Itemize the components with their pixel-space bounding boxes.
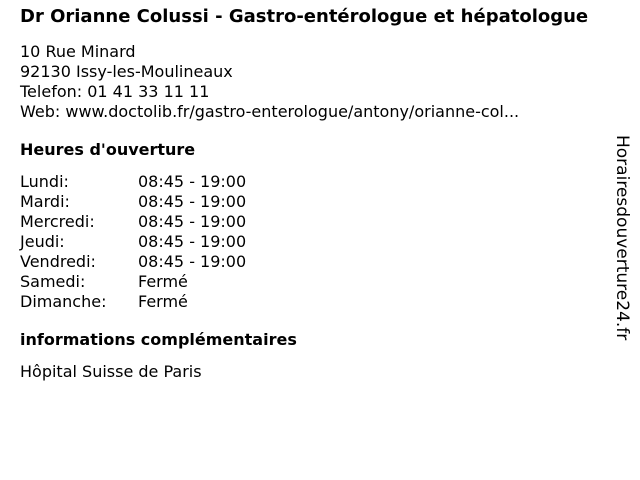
hours-row-samedi	[20, 272, 600, 292]
hours-row-mardi	[20, 192, 600, 212]
time-value: Fermé	[138, 292, 188, 311]
listing-card	[20, 6, 600, 382]
day-label: Samedi:	[20, 272, 86, 291]
page-title: Dr Orianne Colussi - Gastro-entérologue et hépatologue	[20, 6, 589, 27]
time-value: 08:45 - 19:00	[138, 192, 247, 211]
hours-row-lundi	[20, 172, 600, 192]
hours-row-jeudi	[20, 232, 600, 252]
info-text: Hôpital Suisse de Paris	[20, 362, 202, 381]
address-block	[20, 42, 600, 122]
day-label: Mercredi:	[20, 212, 95, 231]
day-label: Mardi:	[20, 192, 70, 211]
time-value: 08:45 - 19:00	[138, 172, 247, 191]
time-value: 08:45 - 19:00	[138, 232, 247, 251]
street-address: 10 Rue Minard	[20, 42, 136, 61]
time-value: 08:45 - 19:00	[138, 252, 247, 271]
hours-row-mercredi	[20, 212, 600, 232]
info-heading: informations complémentaires	[20, 330, 297, 349]
site-brand-watermark: Horairesdouverture24.fr	[612, 135, 632, 341]
day-label: Lundi:	[20, 172, 69, 191]
day-label: Dimanche:	[20, 292, 107, 311]
opening-hours-table	[20, 172, 600, 312]
hours-heading: Heures d'ouverture	[20, 140, 196, 159]
day-label: Jeudi:	[20, 232, 65, 251]
hours-row-vendredi	[20, 252, 600, 272]
day-label: Vendredi:	[20, 252, 96, 271]
time-value: Fermé	[138, 272, 188, 291]
city-address: 92130 Issy-les-Moulineaux	[20, 62, 233, 81]
website-link[interactable]: Web: www.doctolib.fr/gastro-enterologue/antony/orianne-col...	[20, 102, 520, 121]
time-value: 08:45 - 19:00	[138, 212, 247, 231]
phone-number: Telefon: 01 41 33 11 11	[20, 82, 210, 101]
hours-row-dimanche	[20, 292, 600, 312]
